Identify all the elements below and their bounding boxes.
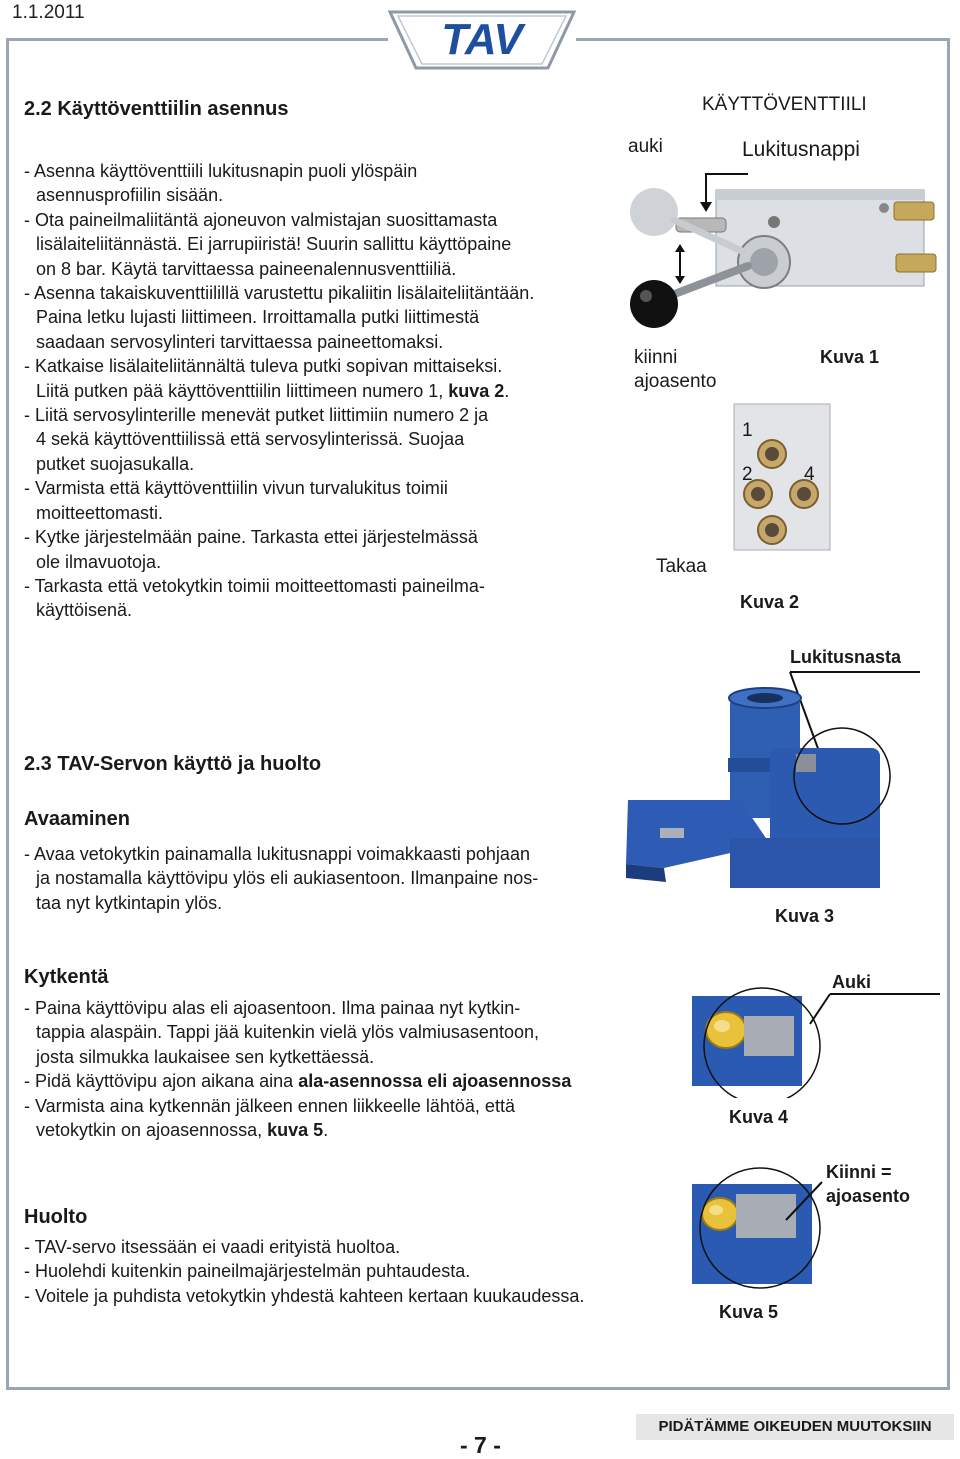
kytkenta-text (24, 996, 571, 1142)
text-line: - Varmista aina kytkennän jälkeen ennen liikkeelle lähtöä, että (24, 1095, 515, 1116)
lever-knob-closed (630, 280, 678, 328)
servo-photo (620, 668, 950, 908)
figure-reference: kuva 5 (267, 1120, 324, 1141)
text-line: tappia alaspäin. Tappi jää kuitenkin vielä ylös valmiusasentoon, (36, 1022, 539, 1043)
text-line: - Huolehdi kuitenkin paineilmajärjestelmän puhtaudesta. (24, 1261, 471, 1282)
text-line: taa nyt kytkintapin ylös. (36, 892, 223, 913)
figure1-heading: KÄYTTÖVENTTIILI (702, 94, 867, 115)
knob-closed-photo (690, 1164, 830, 1294)
text-line: - Asenna takaiskuventtiilillä varustettu pikaliitin lisälaiteliitäntään. (24, 283, 535, 304)
figure1-caption: Kuva 1 (820, 347, 880, 367)
section-2-3-title: 2.3 TAV-Servon käyttö ja huolto (24, 753, 322, 775)
port-1-label: 1 (742, 420, 753, 441)
text-segment: . (323, 1120, 329, 1141)
motion-arrowhead (675, 276, 685, 284)
text-line: - Avaa vetokytkin painamalla lukitusnappi voimakkaasti pohjaan (24, 844, 530, 864)
section-2-2-title: 2.2 Käyttöventtiilin asennus (24, 98, 289, 120)
text-line: Paina letku lujasti liittimeen. Irroittamalla putki liittimestä (36, 307, 480, 328)
text-line: josta silmukka laukaisee sen kytkettäessä. (36, 1046, 375, 1067)
figure1-label-kiinni: kiinni (634, 347, 678, 368)
figure2-label-takaa: Takaa (656, 556, 707, 577)
avaaminen-text (24, 842, 538, 915)
figure5-label-line2: ajoasento (826, 1186, 911, 1206)
text-line: - Katkaise lisälaiteliitännältä tuleva putki sopivan mittaiseksi. (24, 356, 503, 377)
figure-reference: kuva 2 (448, 380, 505, 401)
figure4-label-auki: Auki (832, 972, 872, 992)
huolto-text (24, 1235, 584, 1308)
text-line: putket suojasukalla. (36, 453, 195, 474)
port-2-label: 2 (742, 464, 753, 485)
valve-photo (624, 168, 944, 338)
avaaminen-title: Avaaminen (24, 808, 130, 830)
text-line: - Varmista että käyttöventtiilin vivun turvalukitus toimii (24, 478, 448, 499)
text-line: lisälaiteliitännästä. Ei jarrupiiristä! Suurin sallittu käyttöpaine (36, 234, 512, 255)
kytkenta-title: Kytkentä (24, 966, 109, 988)
figure5-label-line1: Kiinni = (826, 1162, 892, 1182)
section-2-2-text (24, 159, 624, 623)
text-line: ja nostamalla käyttövipu ylös eli aukiasentoon. Ilmanpaine nos- (36, 868, 539, 889)
text-line: - Paina käyttövipu alas eli ajoasentoon. Ilma painaa nyt kytkin- (24, 998, 521, 1018)
figure3-caption: Kuva 3 (775, 906, 835, 926)
valve-fitting (894, 202, 934, 220)
text-line (24, 1118, 571, 1142)
text-line: moitteettomasti. (36, 502, 164, 523)
tav-logo (388, 10, 576, 72)
figure1-label-lukitusnappi: Lukitusnappi (742, 138, 860, 161)
text-line: - Asenna käyttöventtiili lukitusnapin puoli ylöspäin (24, 161, 418, 181)
text-line: - Liitä servosylinterille menevät putket liittimiin numero 2 ja (24, 405, 489, 426)
valve-fitting (896, 254, 936, 272)
huolto-title: Huolto (24, 1206, 88, 1228)
figure2-caption: Kuva 2 (740, 592, 800, 612)
text-line: saadaan servosylinteri tarvittaessa paineettomaksi. (36, 331, 444, 352)
text-line: - TAV-servo itsessään ei vaadi erityistä huoltoa. (24, 1237, 401, 1257)
rights-notice: PIDÄTÄMME OIKEUDEN MUUTOKSIIN (636, 1414, 954, 1440)
text-line: on 8 bar. Käytä tarvittaessa paineenalennusventtiiliä. (36, 258, 457, 279)
figure3-label-lukitusnasta: Lukitusnasta (790, 647, 902, 667)
text-line (24, 1069, 571, 1093)
text-line: - Tarkasta että vetokytkin toimii moitteettomasti paineilma- (24, 575, 485, 596)
knob-open-photo (690, 986, 950, 1098)
text-segment: vetokytkin on ajoasennossa, (36, 1120, 268, 1141)
figure1-label-ajoasento: ajoasento (634, 371, 717, 392)
text-emphasis: ala-asennossa eli ajoasennossa (298, 1071, 572, 1092)
figure1-label-auki: auki (628, 136, 663, 157)
text-segment: - Pidä käyttövipu ajon aikana aina (24, 1071, 299, 1092)
logo-text: TAV (441, 15, 523, 64)
document-date: 1.1.2011 (12, 2, 85, 23)
figure5-caption: Kuva 5 (719, 1302, 779, 1322)
text-line (24, 379, 624, 403)
text-line: - Voitele ja puhdista vetokytkin yhdestä kahteen kertaan kuukaudessa. (24, 1285, 585, 1306)
lever-knob-open (630, 188, 678, 236)
text-line: 4 sekä käyttöventtiilissä että servosylinterissä. Suojaa (36, 429, 465, 450)
text-segment: . (504, 380, 510, 401)
pointer-arrowhead (700, 202, 712, 212)
text-line: - Ota paineilmaliitäntä ajoneuvon valmistajan suosittamasta (24, 209, 498, 230)
motion-arrowhead (675, 244, 685, 252)
text-line: - Kytke järjestelmään paine. Tarkasta ettei järjestelmässä (24, 527, 478, 548)
figure4-caption: Kuva 4 (729, 1107, 789, 1127)
port-4-label: 4 (804, 464, 815, 485)
text-line: asennusprofiilin sisään. (36, 185, 224, 206)
page-number: - 7 - (460, 1432, 501, 1458)
text-line: ole ilmavuotoja. (36, 551, 162, 572)
text-line: käyttöisenä. (36, 600, 133, 621)
text-segment: Liitä putken pää käyttöventtiilin liittimeen numero 1, (36, 380, 449, 401)
